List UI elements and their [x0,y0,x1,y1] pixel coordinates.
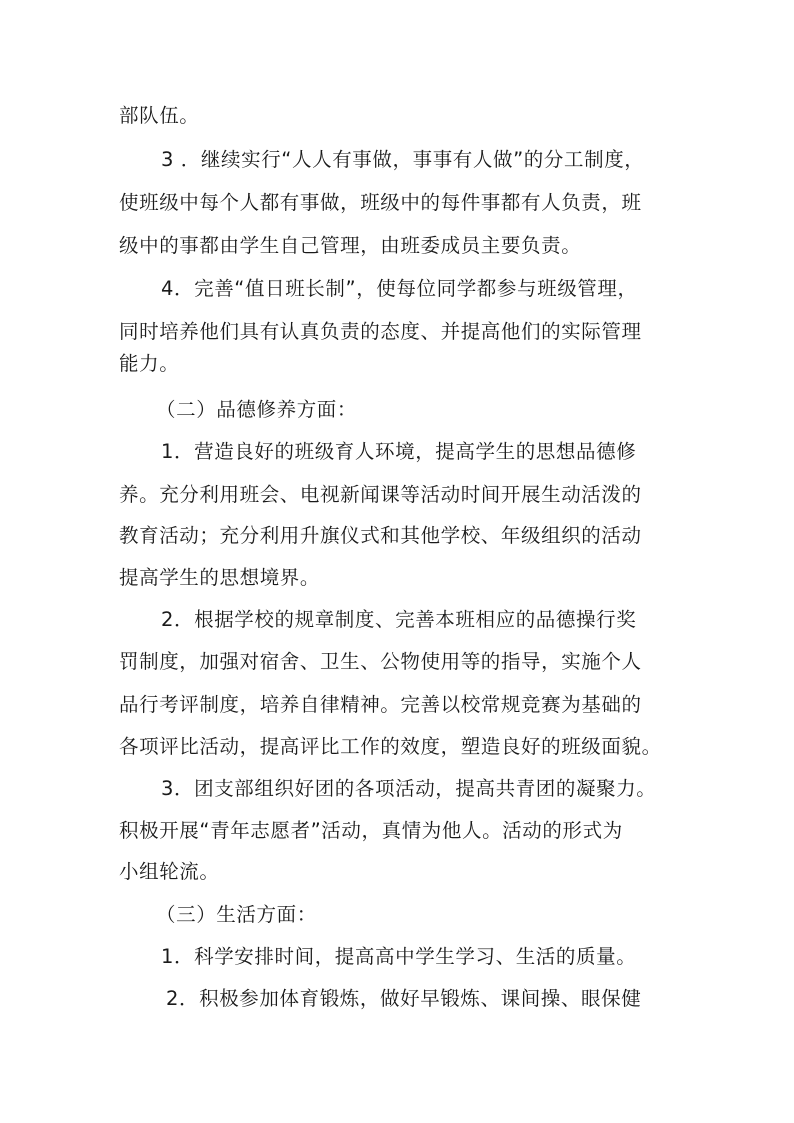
text-line: 教育活动；充分利用升旗仪式和其他学校、年级组织的活动 [119,524,642,547]
text-line: 2．根据学校的规章制度、完善本班相应的品德操行奖 [161,608,637,631]
section-heading: （二）品德修养方面： [156,398,358,421]
text-line: 部队伍。 [119,104,200,127]
text-line: 3．团支部组织好团的各项活动，提高共青团的凝聚力。 [161,777,657,800]
text-line: 积极开展“青年志愿者”活动，真情为他人。活动的形式为 [119,819,623,842]
text-line: 小组轮流。 [119,860,220,883]
text-line: 3 ．继续实行“人人有事做，事事有人做”的分工制度， [161,148,645,171]
text-line: 品行考评制度，培养自律精神。完善以校常规竞赛为基础的 [119,693,642,716]
text-line: 4．完善“值日班长制”，使每位同学都参与班级管理， [161,277,638,300]
text-line: 2．积极参加体育锻炼，做好早锻炼、课间操、眼保健 [166,987,642,1010]
text-line: 罚制度，加强对宿舍、卫生、公物使用等的指导，实施个人 [119,650,642,673]
section-heading: （三）生活方面： [156,903,317,926]
text-line: 1．科学安排时间，提高高中学生学习、生活的质量。 [161,945,637,968]
text-line: 提高学生的思想境界。 [119,566,321,589]
text-line: 同时培养他们具有认真负责的态度、并提高他们的实际管理 [119,320,642,343]
text-line: 能力。 [119,352,180,375]
text-line: 级中的事都由学生自己管理，由班委成员主要负责。 [119,234,582,257]
text-line: 各项评比活动，提高评比工作的效度，塑造良好的班级面貌。 [119,735,662,758]
text-line: 1．营造良好的班级育人环境，提高学生的思想品德修 [161,440,637,463]
text-line: 养。充分利用班会、电视新闻课等活动时间开展生动活泼的 [119,483,642,506]
text-line: 使班级中每个人都有事做，班级中的每件事都有人负责，班 [119,191,642,214]
